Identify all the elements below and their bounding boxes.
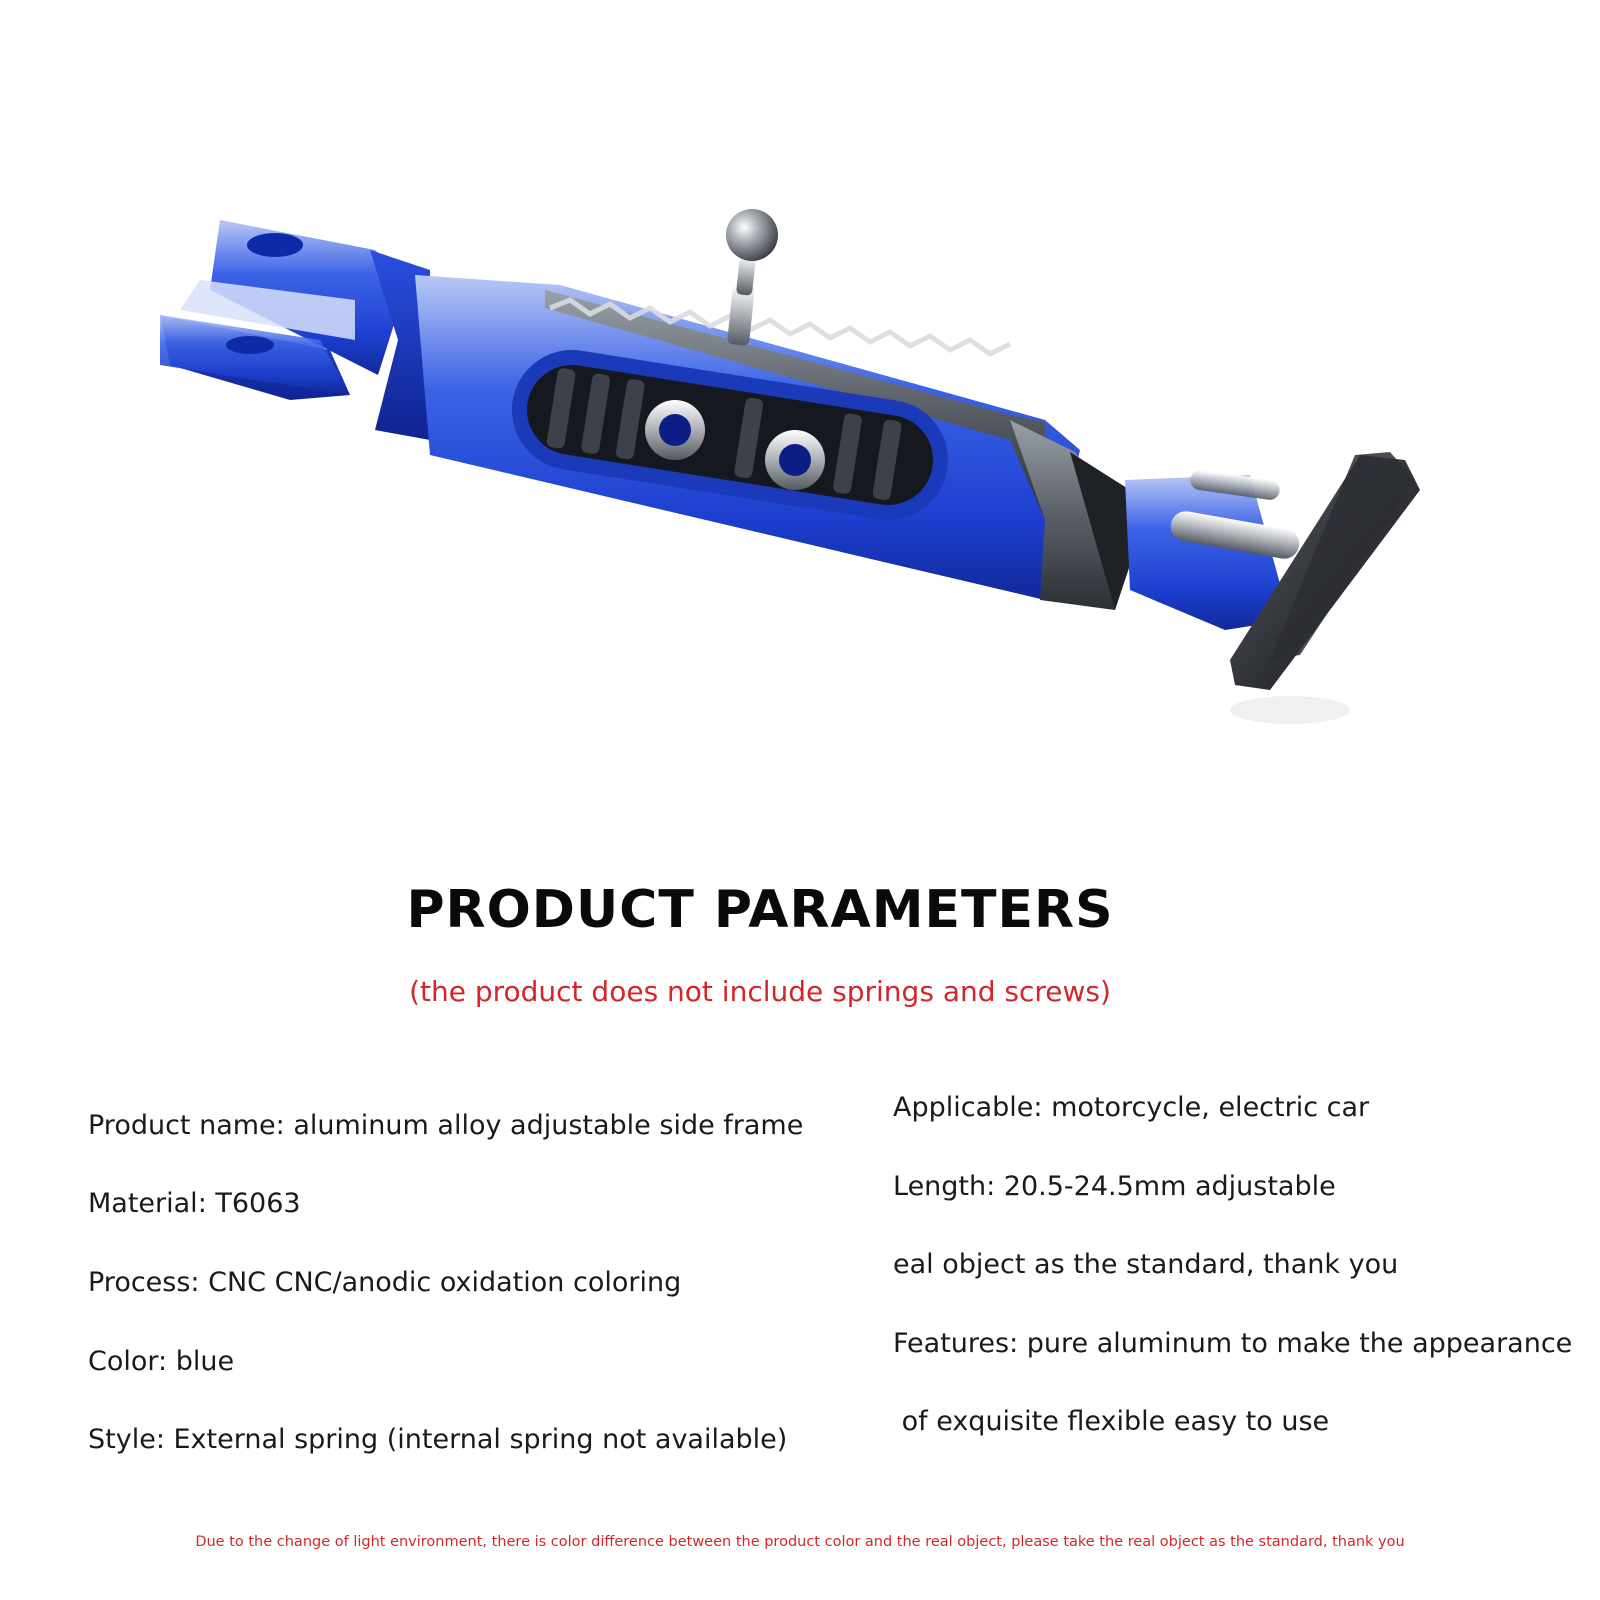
spec-color: Color: blue (88, 1346, 235, 1377)
spec-features-continued: of exquisite flexible easy to use (893, 1406, 1330, 1437)
kickstand-illustration (140, 190, 1480, 830)
spec-product-name: Product name: aluminum alloy adjustable side frame (88, 1110, 804, 1141)
spec-features: Features: pure aluminum to make the appearance (893, 1328, 1573, 1359)
spec-length: Length: 20.5-24.5mm adjustable (893, 1171, 1336, 1202)
spec-process: Process: CNC CNC/anodic oxidation coloring (88, 1267, 682, 1298)
spec-material: Material: T6063 (88, 1188, 301, 1219)
spec-style: Style: External spring (internal spring not available) (88, 1424, 788, 1455)
color-disclaimer: Due to the change of light environment, there is color difference between the product color and the real object, please take the real object as the standard, thank you (195, 1534, 1405, 1550)
spec-standard-note: eal object as the standard, thank you (893, 1249, 1399, 1280)
spec-applicable: Applicable: motorcycle, electric car (893, 1092, 1370, 1123)
page-title: PRODUCT PARAMETERS (406, 880, 1114, 940)
exclusion-note: (the product does not include springs and screws) (409, 975, 1111, 1008)
product-image (140, 190, 1480, 830)
